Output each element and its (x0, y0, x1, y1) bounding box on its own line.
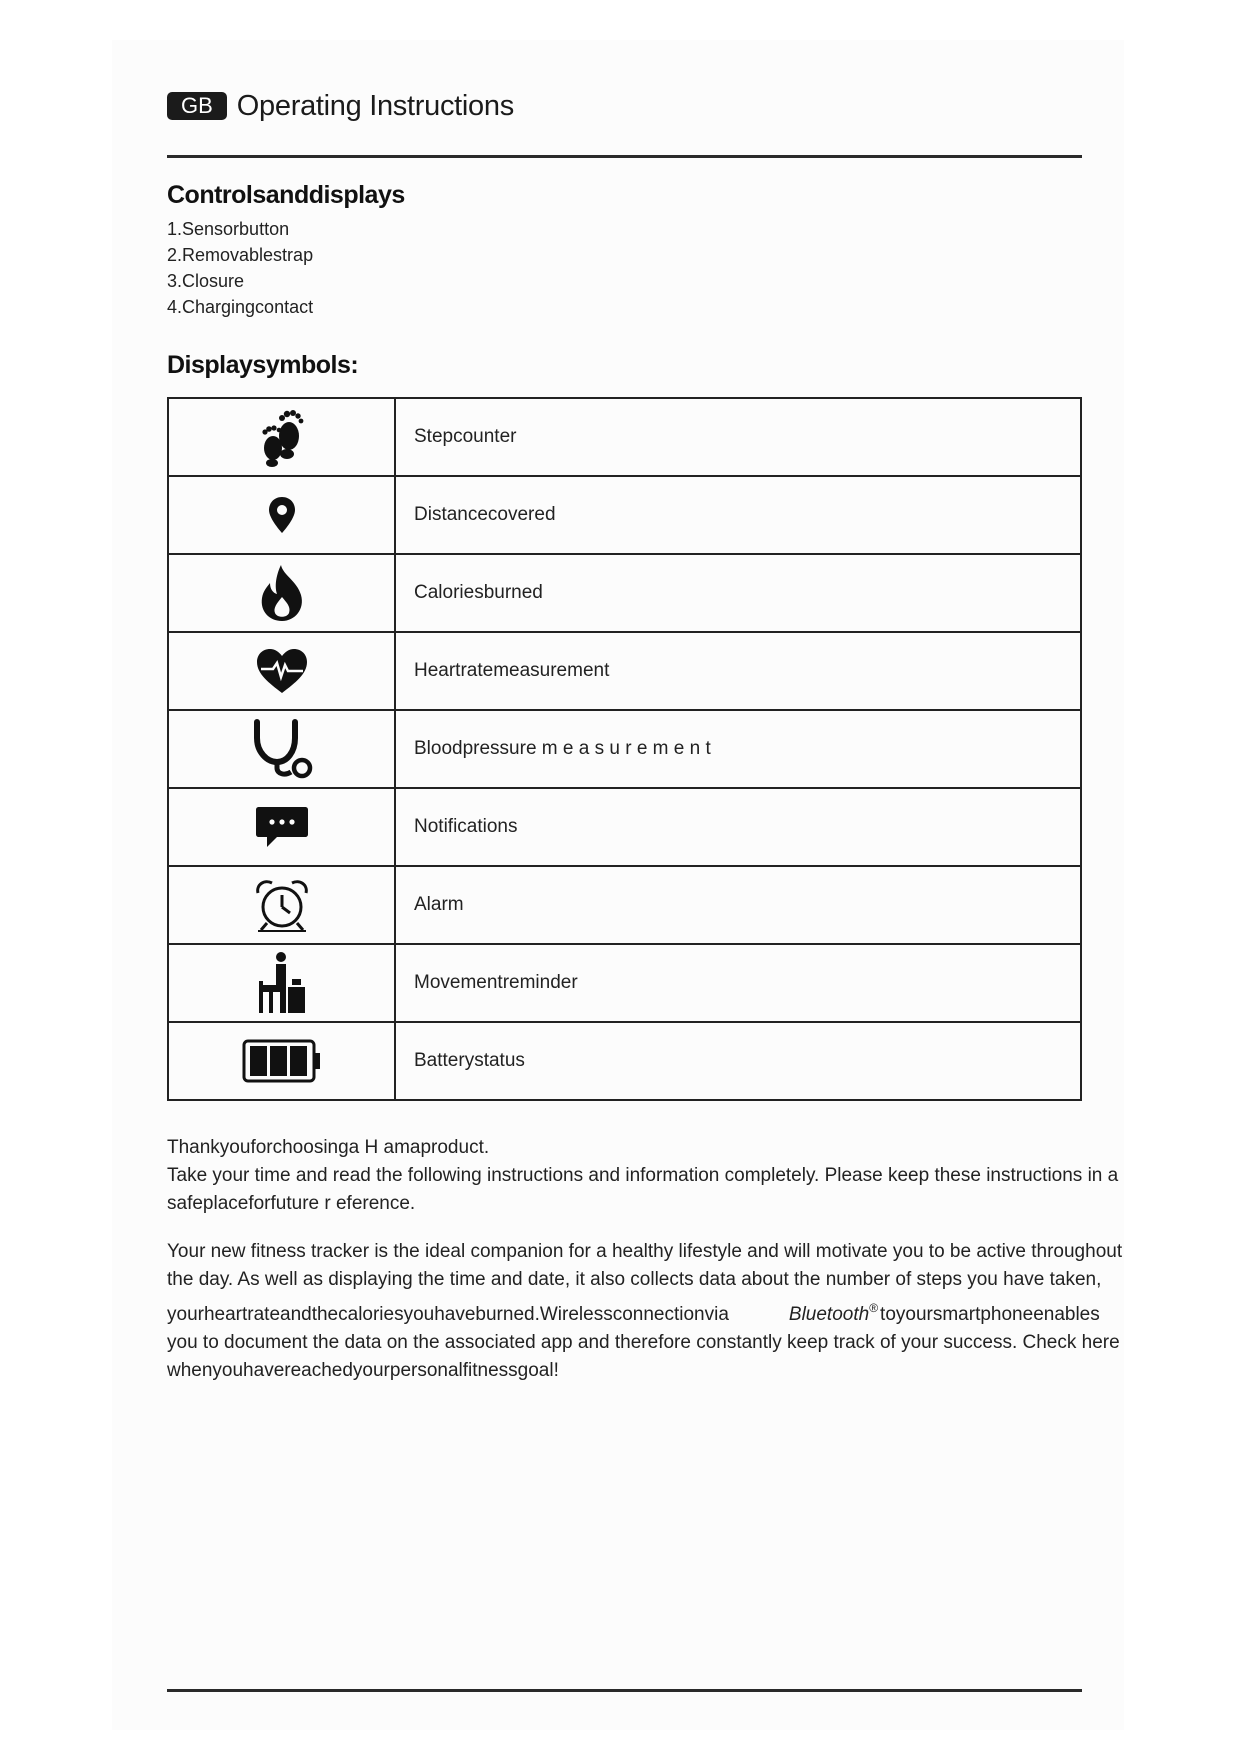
display-symbols-table (167, 397, 1082, 1101)
list-item: 1.Sensorbutton (167, 219, 290, 239)
page-title: Operating Instructions (236, 89, 514, 122)
intro-line: safeplaceforfuture r eference. (167, 1193, 416, 1214)
page-header (167, 88, 514, 124)
table-row (168, 866, 1081, 944)
description-text: yourheartrateandthecaloriesyouhaveburned.Wirelessconnectionvia (167, 1304, 729, 1325)
description-text: toyoursmartphoneenables (880, 1304, 1100, 1325)
symbol-label: Alarm (395, 866, 1081, 944)
table-row (168, 476, 1081, 554)
list-item: 3.Closure (167, 271, 245, 291)
symbol-label: Distancecovered (395, 476, 1081, 554)
location-pin-icon (266, 495, 298, 535)
stethoscope-icon (249, 718, 315, 780)
list-item: 2.Removablestrap (167, 245, 314, 265)
battery-icon (242, 1039, 322, 1083)
intro-line: Thankyouforchoosinga H amaproduct. (167, 1137, 490, 1158)
table-row (168, 554, 1081, 632)
description-paragraph (167, 1238, 1123, 1385)
description-line: whenyouhavereachedyourpersonalfitnessgoal! (167, 1360, 559, 1381)
footer-divider (167, 1689, 1082, 1692)
table-row (168, 1022, 1081, 1100)
symbol-label: Movementreminder (395, 944, 1081, 1022)
controls-list (167, 216, 313, 320)
table-row (168, 398, 1081, 476)
person-at-desk-icon (255, 951, 309, 1015)
list-item: 4.Chargingcontact (167, 297, 314, 317)
symbols-heading: Displaysymbols: (167, 351, 359, 379)
description-line (167, 1294, 1100, 1329)
alarm-clock-icon (252, 877, 312, 933)
bluetooth-word: Bluetooth (788, 1304, 870, 1325)
description-line: Your new fitness tracker is the ideal companion for a healthy lifestyle and will motivate you to be active throughout (167, 1241, 1123, 1262)
table-row (168, 788, 1081, 866)
table-row (168, 710, 1081, 788)
table-row (168, 632, 1081, 710)
chat-bubble-icon (255, 805, 309, 849)
intro-paragraph (167, 1134, 1119, 1218)
symbol-label: Bloodpressure m e a s u r e m e n t (395, 710, 1081, 788)
description-line: you to document the data on the associated app and therefore constantly keep track of your success. Check here (167, 1332, 1120, 1353)
footprints-icon (256, 406, 308, 468)
symbol-label: Notifications (395, 788, 1081, 866)
flame-icon (257, 563, 307, 623)
description-line: the day. As well as displaying the time and date, it also collects data about the number of steps you have taken, (167, 1269, 1102, 1290)
heart-rate-icon (255, 647, 309, 695)
intro-line: Take your time and read the following instructions and information completely. Please keep these instructions in a (167, 1165, 1119, 1186)
registered-mark: ® (869, 1301, 879, 1315)
symbol-label: Caloriesburned (395, 554, 1081, 632)
symbol-label: Heartratemeasurement (395, 632, 1081, 710)
header-divider (167, 155, 1082, 158)
symbol-label: Stepcounter (395, 398, 1081, 476)
language-badge: GB (167, 92, 227, 120)
symbol-label: Batterystatus (395, 1022, 1081, 1100)
table-row (168, 944, 1081, 1022)
controls-heading: Controlsanddisplays (167, 181, 405, 209)
